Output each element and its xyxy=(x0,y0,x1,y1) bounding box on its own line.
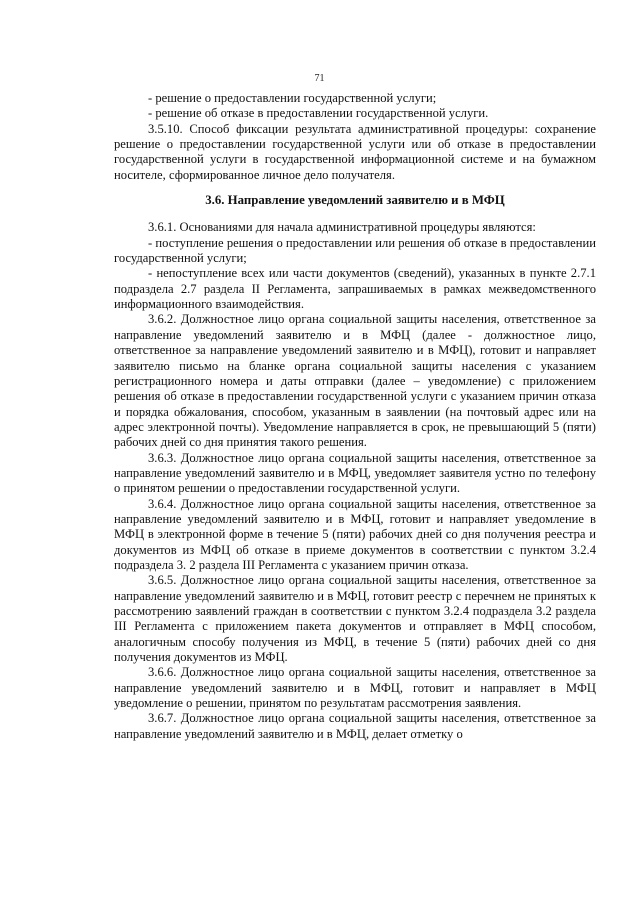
paragraph: 3.6.1. Основаниями для начала административной процедуры являются: xyxy=(148,220,536,235)
page-number: 71 xyxy=(314,73,325,84)
document-body xyxy=(114,91,596,742)
paragraph: 3.6.7. Должностное лицо органа социальной защиты населения, ответственное за направление уведомлений заявителю и в МФЦ, делает отметку о xyxy=(114,711,596,741)
paragraph: 3.6.2. Должностное лицо органа социальной защиты населения, ответственное за направление уведомлений заявителю и в МФЦ (далее - должностное лицо, ответственное за направление уведомлений заявителю и в МФЦ), готовит и направляет заявителю письмо на бланке органа социальной защиты населения с указанием регистрационного номера и даты отправки (далее – уведомление) с приложением решения об отказе в предоставлении государственной услуги с указанием причин отказа и порядка обжалования, способом, указанным в заявлении (на почтовый адрес или на адрес электронной почты). Уведомление направляется в срок, не превышающий 5 (пяти) рабочих дней со дня принятия такого решения. xyxy=(114,312,596,450)
paragraph: 3.6.5. Должностное лицо органа социальной защиты населения, ответственное за направление уведомлений заявителю и в МФЦ, готовит реестр с перечнем не принятых к рассмотрению заявлений граждан в соответствии с пунктом 3.2.4 подраздела 3.2 раздела III Регламента с приложением пакета документов и отправляет в МФЦ способом, аналогичным способу получения из МФЦ, в течение 5 (пяти) рабочих дней со дня получения документов из МФЦ. xyxy=(114,573,596,665)
paragraph: 3.6.4. Должностное лицо органа социальной защиты населения, ответственное за направление уведомлений заявителю и в МФЦ, готовит и направляет уведомление в МФЦ в электронной форме в течение 5 (пяти) рабочих дней со дня получения реестра и документов из МФЦ об отказе в приеме документов в соответствии с пунктом 3.2.4 подраздела 3. 2 раздела III Регламента с указанием причин отказа. xyxy=(114,496,596,572)
paragraph: 3.5.10. Способ фиксации результата административной процедуры: сохранение решение о предоставлении государственной услуги или об отказе в предоставлении государственной услуги в государственной информационной системе и на бумажном носителе, сформированное личное дело получателя. xyxy=(114,121,596,182)
paragraph: 3.6.6. Должностное лицо органа социальной защиты населения, ответственное за направление уведомлений заявителю и в МФЦ, готовит и направляет в МФЦ уведомление о решении, принятом по результатам рассмотрения заявления. xyxy=(114,665,596,711)
paragraph: - непоступление всех или части документов (сведений), указанных в пункте 2.7.1 подраздела 2.7 раздела II Регламента, запрашиваемых в рамках межведомственного информационного взаимодействия. xyxy=(114,266,596,312)
paragraph: - решение об отказе в предоставлении государственной услуги. xyxy=(148,106,489,121)
paragraph: - решение о предоставлении государственной услуги; xyxy=(148,91,437,105)
paragraph: - поступление решения о предоставлении или решения об отказе в предоставлении государственной услуги; xyxy=(114,235,596,266)
section-heading: 3.6. Направление уведомлений заявителю и в МФЦ xyxy=(205,193,505,208)
paragraph: 3.6.3. Должностное лицо органа социальной защиты населения, ответственное за направление уведомлений заявителю и в МФЦ, уведомляет заявителя устно по телефону о принятом решении о предоставлении государственной услуги. xyxy=(114,450,596,496)
